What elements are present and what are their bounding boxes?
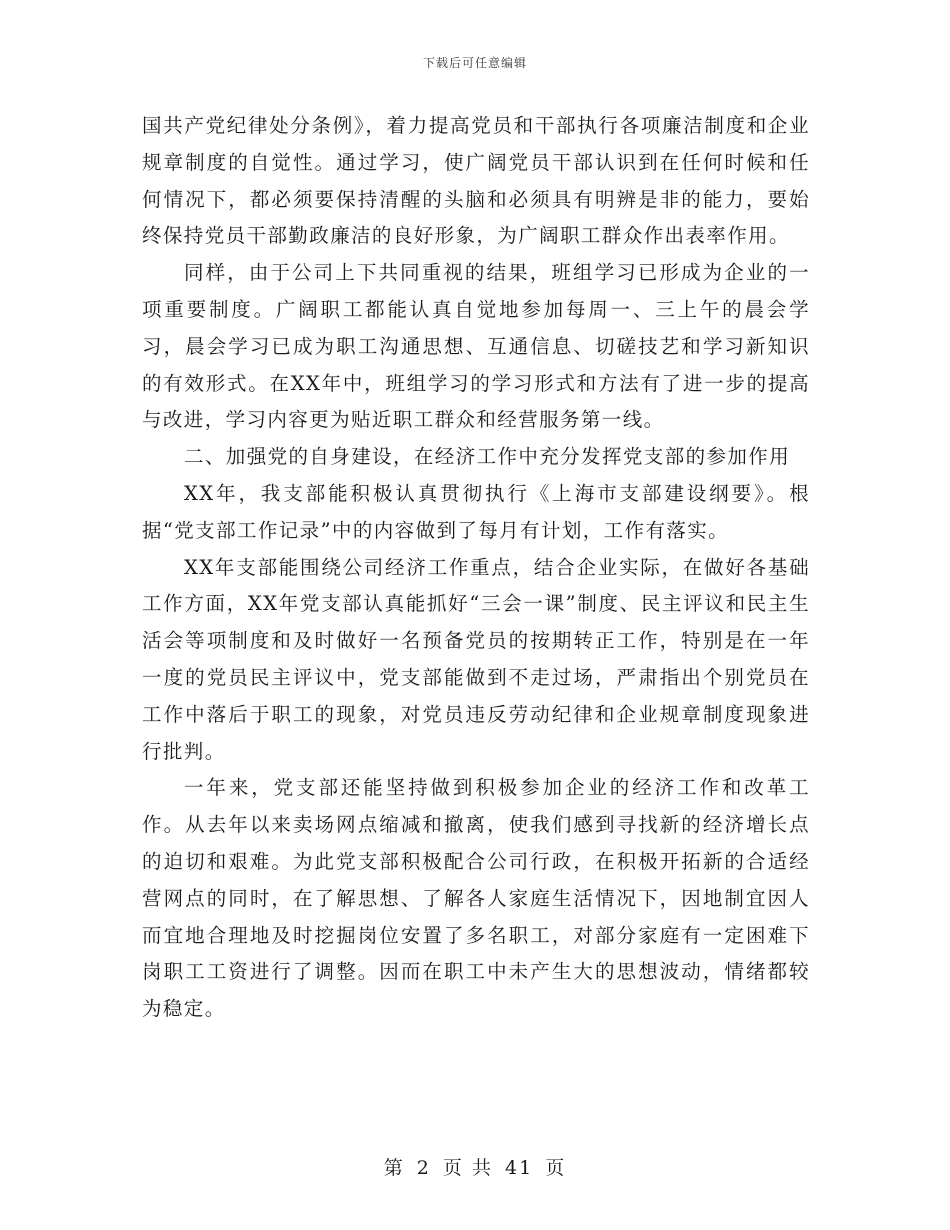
footer-suffix: 页 <box>545 1157 567 1179</box>
total-page-count: 41 <box>505 1157 534 1179</box>
document-body <box>142 108 810 1028</box>
paragraph: 国共产党纪律处分条例》，着力提高党员和干部执行各项廉洁制度和企业规章制度的自觉性。通过学习，使广阔党员干部认识到在任何时候和任何情况下，都必须要保持清醒的头脑和必须具有明辨是非的能力，要始终保持党员干部勤政廉洁的良好形象，为广阔职工群众作出表率作用。 <box>142 114 810 248</box>
footer-middle: 页 共 <box>442 1157 493 1179</box>
paragraph: 同样，由于公司上下共同重视的结果，班组学习已形成为企业的一项重要制度。广阔职工都能认真自觉地参加每周一、三上午的晨会学习，晨会学习已成为职工沟通思想、互通信息、切磋技艺和学习新知识的有效形式。在XX年中，班组学习的学习形式和方法有了进一步的提高与改进，学习内容更为贴近职工群众和经营服务第一线。 <box>142 261 810 432</box>
paragraph: 一年来，党支部还能坚持做到积极参加企业的经济工作和改革工作。从去年以来卖场网点缩减和撤离，使我们感到寻找新的经济增长点的迫切和艰难。为此党支部积极配合公司行政，在积极开拓新的合适经营网点的同时，在了解思想、了解各人家庭生活情况下，因地制宜因人而宜地合理地及时挖掘岗位安置了多名职工，对部分家庭有一定困难下岗职工工资进行了调整。因而在职工中未产生大的思想波动，情绪都较为稳定。 <box>142 776 810 1021</box>
current-page-number: 2 <box>416 1157 431 1179</box>
page-header-note: 下载后可任意编辑 <box>422 56 527 70</box>
page-footer <box>0 1153 950 1180</box>
section-heading: 二、加强党的自身建设，在经济工作中充分发挥党支部的参加作用 <box>184 445 791 469</box>
paragraph: XX年，我支部能积极认真贯彻执行《上海市支部建设纲要》。根据“党支部工作记录”中的内容做到了每月有计划，工作有落实。 <box>142 481 810 542</box>
footer-prefix: 第 <box>383 1157 405 1179</box>
paragraph: XX年支部能围绕公司经济工作重点，结合企业实际，在做好各基础工作方面，XX年党支部认真能抓好“三会一课”制度、民主评议和民主生活会等项制度和及时做好一名预备党员的按期转正工作，特别是在一年一度的党员民主评议中，党支部能做到不走过场，严肃指出个别党员在工作中落后于职工的现象，对党员违反劳动纪律和企业规章制度现象进行批判。 <box>142 555 810 763</box>
